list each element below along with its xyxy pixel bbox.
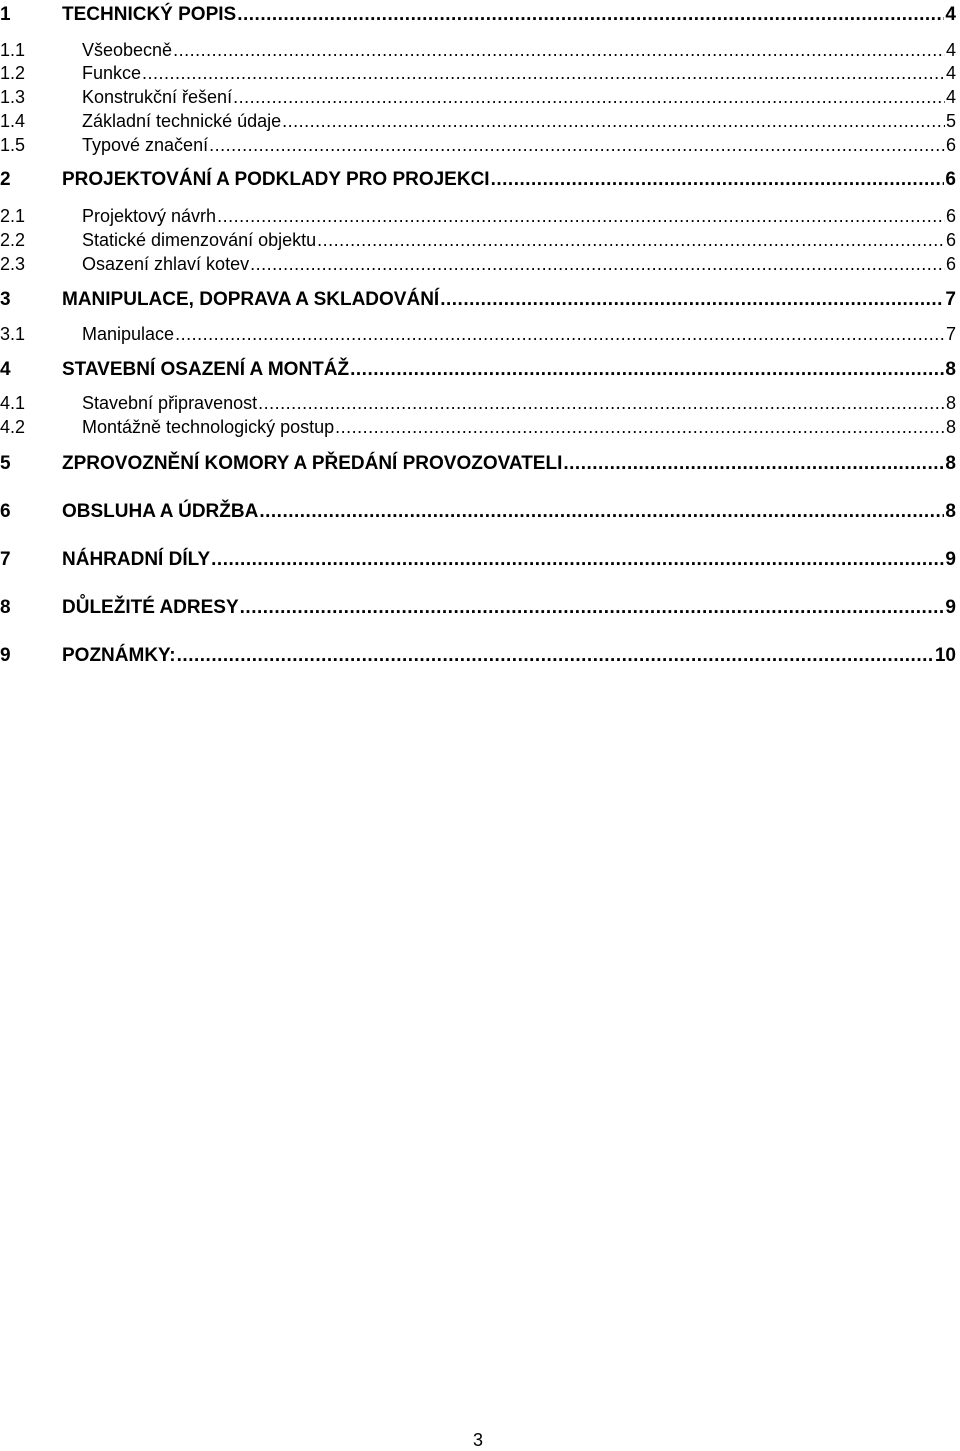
toc-entry-page: 9 [945,597,956,618]
toc-entry[interactable] [0,135,956,159]
toc-dot-leader [250,254,945,275]
toc-entry-page: 8 [945,359,956,380]
toc-entry-title: Stavební připravenost [82,393,258,413]
toc-entry-title: MANIPULACE, DOPRAVA A SKLADOVÁNÍ [62,289,440,310]
toc-entry-number: 1 [0,4,11,25]
toc-dot-leader [282,111,945,132]
toc-dot-leader [175,324,945,345]
toc-dot-leader [173,40,945,61]
toc-entry-page: 6 [945,254,956,274]
toc-entry[interactable] [0,501,956,525]
toc-entry-page: 8 [945,501,956,522]
toc-entry-body [62,501,956,523]
toc-entry-number: 3 [0,289,11,310]
toc-entry-body [82,254,956,275]
toc-dot-leader [209,135,945,156]
toc-entry-body [62,4,956,26]
toc-entry-title: TECHNICKÝ POPIS [62,4,237,25]
toc-entry-page: 6 [945,206,956,226]
toc-entry-title: STAVEBNÍ OSAZENÍ A MONTÁŽ [62,359,350,380]
toc-entry[interactable] [0,40,956,64]
toc-entry-page: 7 [945,289,956,310]
toc-entry[interactable] [0,111,956,135]
toc-entry-page: 8 [945,393,956,413]
toc-entry-body [82,111,956,132]
toc-entry[interactable] [0,324,956,348]
toc-entry-title: OBSLUHA A ÚDRŽBA [62,501,259,522]
toc-entry-number: 5 [0,453,11,474]
toc-entry-page: 5 [945,111,956,131]
toc-entry-page: 4 [945,87,956,107]
toc-entry[interactable] [0,549,956,573]
toc-entry-body [62,597,956,619]
toc-entry[interactable] [0,206,956,230]
toc-entry-title: Funkce [82,63,142,83]
toc-dot-leader [233,87,945,108]
toc-entry-number: 2 [0,169,11,190]
toc-entry-body [82,40,956,61]
toc-entry[interactable] [0,393,956,417]
toc-entry-body [62,359,956,381]
toc-entry[interactable] [0,453,956,477]
toc-entry-page: 4 [945,4,956,25]
toc-entry-number: 1.2 [0,63,26,83]
toc-dot-leader [259,501,944,523]
toc-entry-number: 4.1 [0,393,26,413]
toc-entry-body [62,289,956,311]
toc-entry-body [82,63,956,84]
toc-dot-leader [142,63,945,84]
toc-entry-body [82,135,956,156]
toc-entry-title: Statické dimenzování objektu [82,230,317,250]
toc-entry[interactable] [0,87,956,111]
toc-entry-page: 4 [945,63,956,83]
toc-entry[interactable] [0,63,956,87]
page-number: 3 [472,1430,483,1450]
toc-entry[interactable] [0,230,956,254]
toc-entry-number: 1.3 [0,87,26,107]
toc-entry-page: 6 [945,135,956,155]
toc-entry[interactable] [0,645,956,669]
toc-entry-number: 1.1 [0,40,26,60]
toc-dot-leader [258,393,945,414]
toc-entry-number: 8 [0,597,11,618]
toc-entry-title: Manipulace [82,324,175,344]
toc-dot-leader [563,453,944,475]
toc-entry-number: 2.1 [0,206,26,226]
toc-entry-title: Všeobecně [82,40,173,60]
toc-dot-leader [237,4,944,26]
toc-entry-number: 6 [0,501,11,522]
toc-entry-page: 8 [945,417,956,437]
toc-dot-leader [177,645,934,667]
toc-dot-leader [211,549,944,571]
toc-entry-number: 2.3 [0,254,26,274]
toc-entry-number: 2.2 [0,230,26,250]
toc-dot-leader [335,417,945,438]
toc-entry-number: 9 [0,645,11,666]
toc-dot-leader [317,230,945,251]
toc-entry[interactable] [0,359,956,383]
toc-entry-page: 8 [945,453,956,474]
toc-entry[interactable] [0,289,956,313]
toc-entry-title: PROJEKTOVÁNÍ A PODKLADY PRO PROJEKCI [62,169,490,190]
toc-entry-body [82,324,956,345]
toc-entry-body [82,230,956,251]
toc-entry-body [62,645,956,667]
toc-dot-leader [350,359,944,381]
toc-dot-leader [217,206,945,227]
toc-dot-leader [240,597,945,619]
toc-entry[interactable] [0,169,956,193]
toc-entry-body [62,453,956,475]
toc-entry-number: 1.5 [0,135,26,155]
toc-dot-leader [440,289,944,311]
toc-entry[interactable] [0,254,956,278]
toc-entry-number: 1.4 [0,111,26,131]
toc-entry-page: 9 [945,549,956,570]
toc-entry-page: 7 [945,324,956,344]
toc-entry-number: 4.2 [0,417,26,437]
toc-entry-page: 6 [945,230,956,250]
toc-entry[interactable] [0,597,956,621]
toc-entry-body [62,549,956,571]
toc-entry-number: 7 [0,549,11,570]
toc-entry-page: 6 [945,169,956,190]
toc-entry-title: NÁHRADNÍ DÍLY [62,549,211,570]
toc-entry-title: POZNÁMKY: [62,645,176,666]
toc-entry-title: Montážně technologický postup [82,417,335,437]
toc-entry-title: Konstrukční řešení [82,87,233,107]
toc-entry-title: Osazení zhlaví kotev [82,254,250,274]
toc-entry-body [82,206,956,227]
toc-entry-title: Typové značení [82,135,209,155]
toc-entry-title: Projektový návrh [82,206,217,226]
toc-entry[interactable] [0,417,956,441]
toc-entry-title: ZPROVOZNĚNÍ KOMORY A PŘEDÁNÍ PROVOZOVATELI [62,453,563,474]
toc-entry-number: 4 [0,359,11,380]
toc-entry-number: 3.1 [0,324,26,344]
toc-entry-title: DŮLEŽITÉ ADRESY [62,597,239,618]
toc-entry-title: Základní technické údaje [82,111,282,131]
toc-entry-body [82,87,956,108]
toc-entry-body [82,393,956,414]
toc-dot-leader [491,169,945,191]
toc-entry-body [82,417,956,438]
toc-entry-page: 4 [945,40,956,60]
toc-entry[interactable] [0,4,956,28]
toc-entry-page: 10 [934,645,956,666]
toc-entry-body [62,169,956,191]
